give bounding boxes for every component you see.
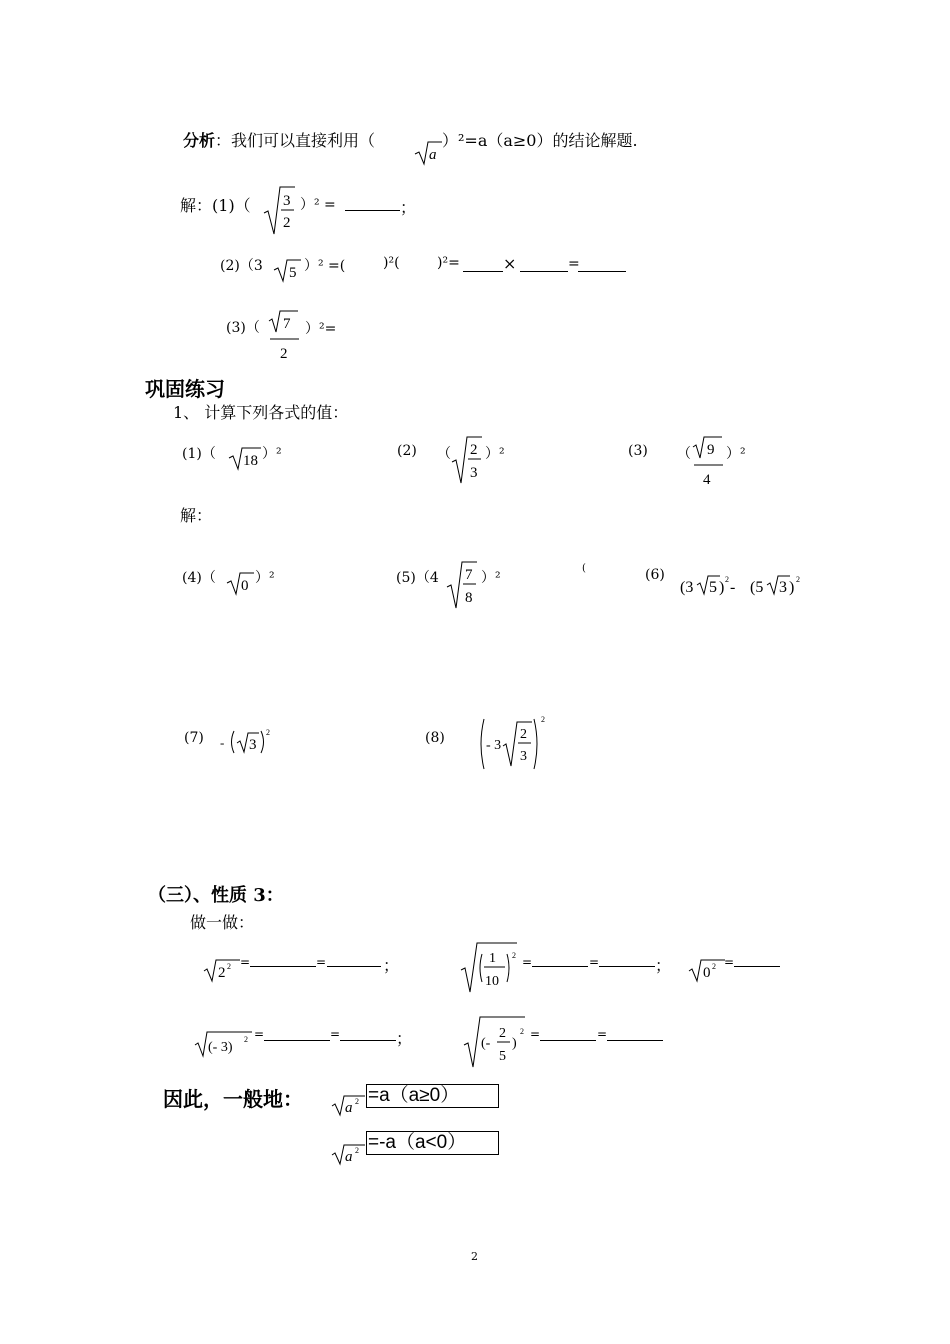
problem-6-stray: ( (582, 563, 586, 574)
problem-7-sup: 2 (266, 728, 270, 737)
conclusion-sqrt-a-squared-2 (331, 1142, 367, 1166)
problem-6-expr-a: (3 (680, 579, 694, 596)
r1a-blank-2[interactable] (327, 966, 381, 967)
r1c-base: 0 (703, 965, 711, 981)
problem-5-den: 8 (465, 590, 473, 606)
sqrt-nine-over-four (692, 434, 728, 488)
problem-1-radicand: 18 (243, 453, 258, 469)
r1a-blank-1[interactable] (250, 966, 316, 967)
p2-blank-2[interactable] (520, 271, 568, 272)
sqrt-five (273, 258, 303, 284)
r2b-blank-2[interactable] (607, 1040, 663, 1041)
r1a-eq1: = (240, 955, 251, 969)
r1b-eq1: = (522, 955, 533, 969)
conclusion-sqrt-a-squared-1 (331, 1093, 367, 1117)
r1c-blank[interactable] (734, 966, 780, 967)
problem-7-expression (220, 727, 280, 757)
conclusion-case-negative: =-a（a<0） (366, 1131, 499, 1155)
problem-3-den: 4 (703, 472, 711, 488)
p1-frac-num: 3 (283, 193, 291, 209)
p1-end: ； (400, 198, 417, 217)
conclusion-radicand-1: a (345, 1100, 353, 1116)
conclusion-label: 因此，一般地： (163, 1087, 303, 1111)
problem-8-label: (8) (425, 730, 445, 746)
r1a-end: ； (383, 956, 400, 975)
p2-times: × (503, 254, 517, 273)
solution-label-text: 解： (180, 196, 213, 215)
p2-mid: )²( (383, 255, 400, 271)
problem-2-open: （ (437, 446, 451, 462)
sqrt-zero (226, 571, 256, 597)
problem-4-radicand: 0 (241, 578, 249, 594)
problem-6-expr-a-rad: 5 (709, 579, 717, 596)
practice-solve-label: 解： (180, 506, 213, 525)
problem-6-expr-b-tail: ) (789, 579, 795, 596)
p1-frac-den: 2 (283, 215, 291, 231)
problem-6-sup-a: 2 (725, 575, 729, 584)
r2b-blank-1[interactable] (540, 1040, 596, 1041)
r1b-blank-1[interactable] (532, 966, 588, 967)
sqrt-two-thirds (451, 433, 487, 487)
r2b-neg: (- (481, 1036, 491, 1051)
problem-3-tail: ）² (726, 446, 746, 462)
problem-3-open: （ (677, 446, 691, 462)
r1b-den: 10 (485, 974, 499, 989)
conclusion-case-nonnegative: =a（a≥0） (366, 1084, 499, 1108)
problem-8-den: 3 (520, 749, 527, 764)
r1a-base: 2 (218, 965, 226, 981)
sqrt-zero-squared (688, 957, 728, 983)
solution-p1-number: (1)（ (212, 196, 251, 215)
sqrt-eighteen (228, 446, 264, 472)
problem-1-label: (1)（ (182, 446, 216, 462)
r1a-eq2: = (316, 955, 327, 969)
r2b-eq2: = (597, 1027, 608, 1041)
problem-8-num: 2 (520, 727, 527, 742)
problem-7-label: (7) (184, 730, 204, 746)
p2-tail: ）² =( (304, 258, 346, 274)
r1b-eq2: = (589, 955, 600, 969)
r1b-sup: 2 (512, 951, 516, 960)
conclusion-sup-1: 2 (355, 1097, 359, 1106)
property3-heading: （三）、性质 3： (148, 885, 284, 906)
r2a-blank-2[interactable] (340, 1040, 396, 1041)
sqrt-seven-eighths (446, 558, 482, 612)
sqrt-neg-three-squared (194, 1029, 256, 1059)
problem-6-sup-b: 2 (796, 575, 800, 584)
r2a-blank-1[interactable] (264, 1040, 330, 1041)
practice-item1: 1、 计算下列各式的值： (173, 403, 349, 422)
p1-tail: ）² = (300, 197, 336, 213)
analysis-sqrt-a (414, 140, 444, 166)
p3-radicand: 7 (283, 316, 291, 332)
problem-6-minus: - (730, 579, 736, 596)
sqrt-neg-two-fifths-squared (463, 1014, 531, 1069)
problem-7-radicand: 3 (249, 737, 257, 753)
p2-mid2: )²= (437, 255, 460, 271)
r1b-blank-2[interactable] (599, 966, 655, 967)
p2-eq: = (568, 256, 580, 272)
r2b-eq1: = (530, 1027, 541, 1041)
sqrt-two-squared (203, 957, 243, 983)
problem-1-tail: ）² (262, 446, 282, 462)
p2-blank-1[interactable] (463, 271, 503, 272)
problem-6-expr-a-tail: ) (719, 579, 725, 596)
r1a-sup: 2 (227, 962, 231, 971)
p2-blank-3[interactable] (578, 271, 626, 272)
p3-den: 2 (280, 346, 288, 362)
problem-3-label: (3) (628, 443, 648, 459)
r1b-end: ； (655, 956, 672, 975)
p3-tail: ）²= (305, 321, 337, 337)
problem-7-minus: - (220, 735, 225, 750)
analysis-radicand: a (429, 147, 437, 163)
p3-number: (3)（ (226, 320, 260, 336)
problem-3-radicand: 9 (707, 442, 715, 458)
r2b-num: 2 (499, 1026, 506, 1041)
analysis-text-before: ：我们可以直接利用（ (215, 131, 376, 150)
r1c-sup: 2 (712, 962, 716, 971)
r2a-end: ； (396, 1029, 413, 1048)
problem-4-label: (4)（ (182, 570, 216, 586)
conclusion-sup-2: 2 (355, 1146, 359, 1155)
page-number: 2 (471, 1250, 478, 1263)
problem-2-tail: ）² (485, 446, 505, 462)
problem-2-num: 2 (470, 442, 478, 458)
problem-5-label: (5)（4 (396, 570, 439, 586)
problem-5-tail: ）² (481, 570, 501, 586)
problem-8-coef: - 3 (486, 738, 502, 753)
problem-8-sup: 2 (541, 715, 545, 724)
problem-8-expression (478, 714, 553, 774)
p1-blank[interactable] (345, 210, 400, 211)
r2a-base: (- 3) (208, 1040, 233, 1055)
problem-5-num: 7 (465, 567, 473, 583)
solution-label (180, 193, 251, 216)
r2a-sup: 2 (244, 1035, 248, 1044)
problem-2-label: (2) (397, 443, 417, 459)
sqrt-one-tenth-squared (460, 940, 522, 995)
sqrt-three-halves (263, 183, 303, 238)
r1c-eq: = (724, 955, 735, 969)
p2-radicand: 5 (289, 265, 297, 281)
analysis-line (183, 128, 375, 151)
problem-6-expr-b: (5 (750, 579, 764, 596)
practice-heading: 巩固练习 (145, 377, 225, 401)
problem-6-expr-b-rad: 3 (779, 579, 787, 596)
sqrt-seven-over-two (268, 308, 304, 362)
property3-subheading: 做一做： (190, 913, 255, 932)
conclusion-radicand-2: a (345, 1149, 353, 1165)
analysis-text-after: ）²=a（a≥0）的结论解题. (442, 131, 638, 150)
problem-6-expression (680, 572, 805, 600)
problem-2-den: 3 (470, 465, 478, 481)
r2b-close: ) (512, 1036, 517, 1051)
p2-number: (2)（3 (220, 258, 263, 274)
r2a-eq2: = (330, 1027, 341, 1041)
r2b-den: 5 (499, 1049, 506, 1064)
analysis-label: 分析 (183, 131, 216, 150)
r2b-sup: 2 (520, 1027, 524, 1036)
r1b-num: 1 (489, 951, 496, 966)
r2a-eq1: = (254, 1027, 265, 1041)
problem-4-tail: ）² (255, 570, 275, 586)
problem-6-label: (6) (645, 567, 665, 583)
